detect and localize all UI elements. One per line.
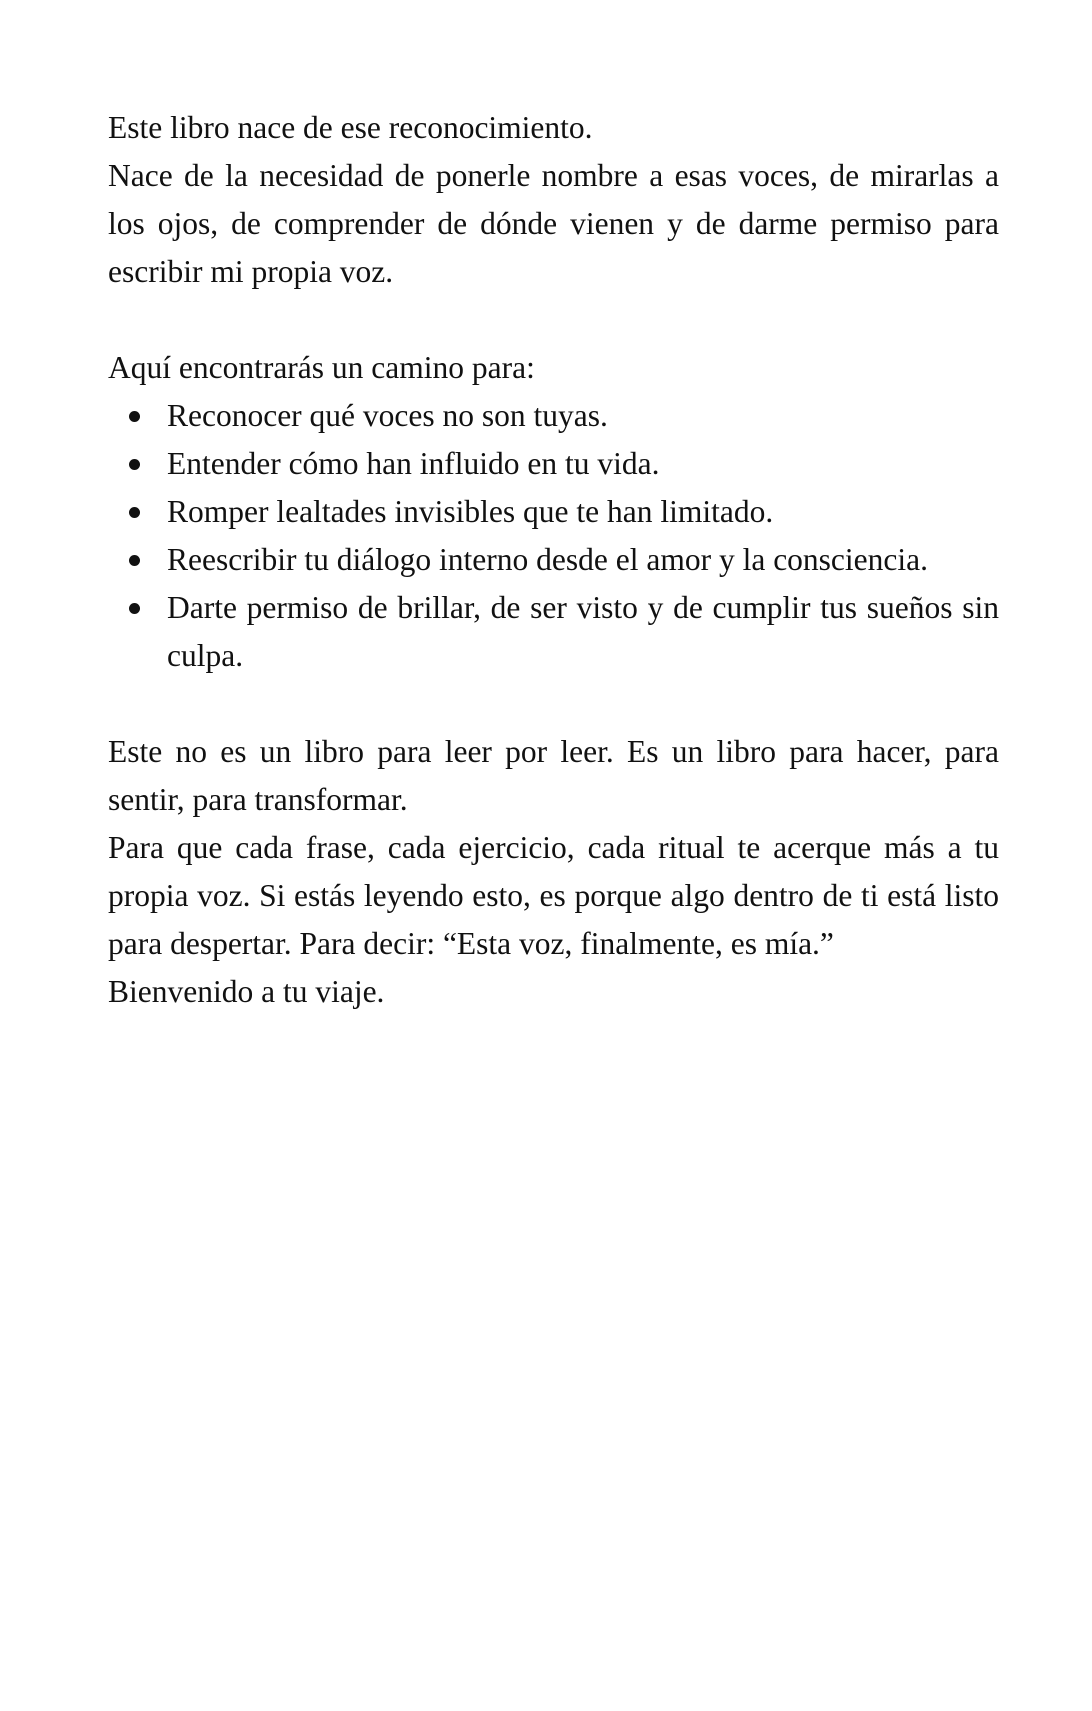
list-item	[108, 488, 999, 536]
bullet-icon	[129, 411, 140, 422]
list-intro: Aquí encontrarás un camino para:	[108, 350, 535, 385]
bullet-icon	[129, 555, 140, 566]
paragraph-gap	[108, 296, 999, 344]
list-item	[108, 440, 999, 488]
list-item	[108, 536, 999, 584]
bullet-list	[108, 392, 999, 680]
list-item-text: Romper lealtades invisibles que te han limitado.	[167, 494, 774, 529]
list-item-text: Reconocer qué voces no son tuyas.	[167, 398, 608, 433]
paragraph-gap	[108, 680, 999, 728]
bullet-icon	[129, 459, 140, 470]
list-item-text: Entender cómo han influido en tu vida.	[167, 446, 660, 481]
list-item-text: Darte permiso de brillar, de ser visto y de cumplir tus sueños sin culpa.	[167, 590, 999, 673]
intro-paragraph-1: Este libro nace de ese reconocimiento.	[108, 110, 593, 145]
closing-paragraph-3: Bienvenido a tu viaje.	[108, 974, 385, 1009]
closing-paragraph-2: Para que cada frase, cada ejercicio, cada ritual te acerque más a tu propia voz. Si estás leyendo esto, es porque algo dentro de ti está listo para despertar. Para decir: “Esta voz, finalmente, es mía.”	[108, 830, 999, 961]
list-item	[108, 392, 999, 440]
closing-paragraph-1: Este no es un libro para leer por leer. Es un libro para hacer, para sentir, para transformar.	[108, 734, 999, 817]
bullet-icon	[129, 507, 140, 518]
list-item	[108, 584, 999, 680]
list-item-text: Reescribir tu diálogo interno desde el amor y la consciencia.	[167, 542, 928, 577]
intro-paragraph-2: Nace de la necesidad de ponerle nombre a esas voces, de mirarlas a los ojos, de comprender de dónde vienen y de darme permiso para escribir mi propia voz.	[108, 158, 999, 289]
page-body	[108, 104, 999, 1016]
bullet-icon	[129, 603, 140, 614]
